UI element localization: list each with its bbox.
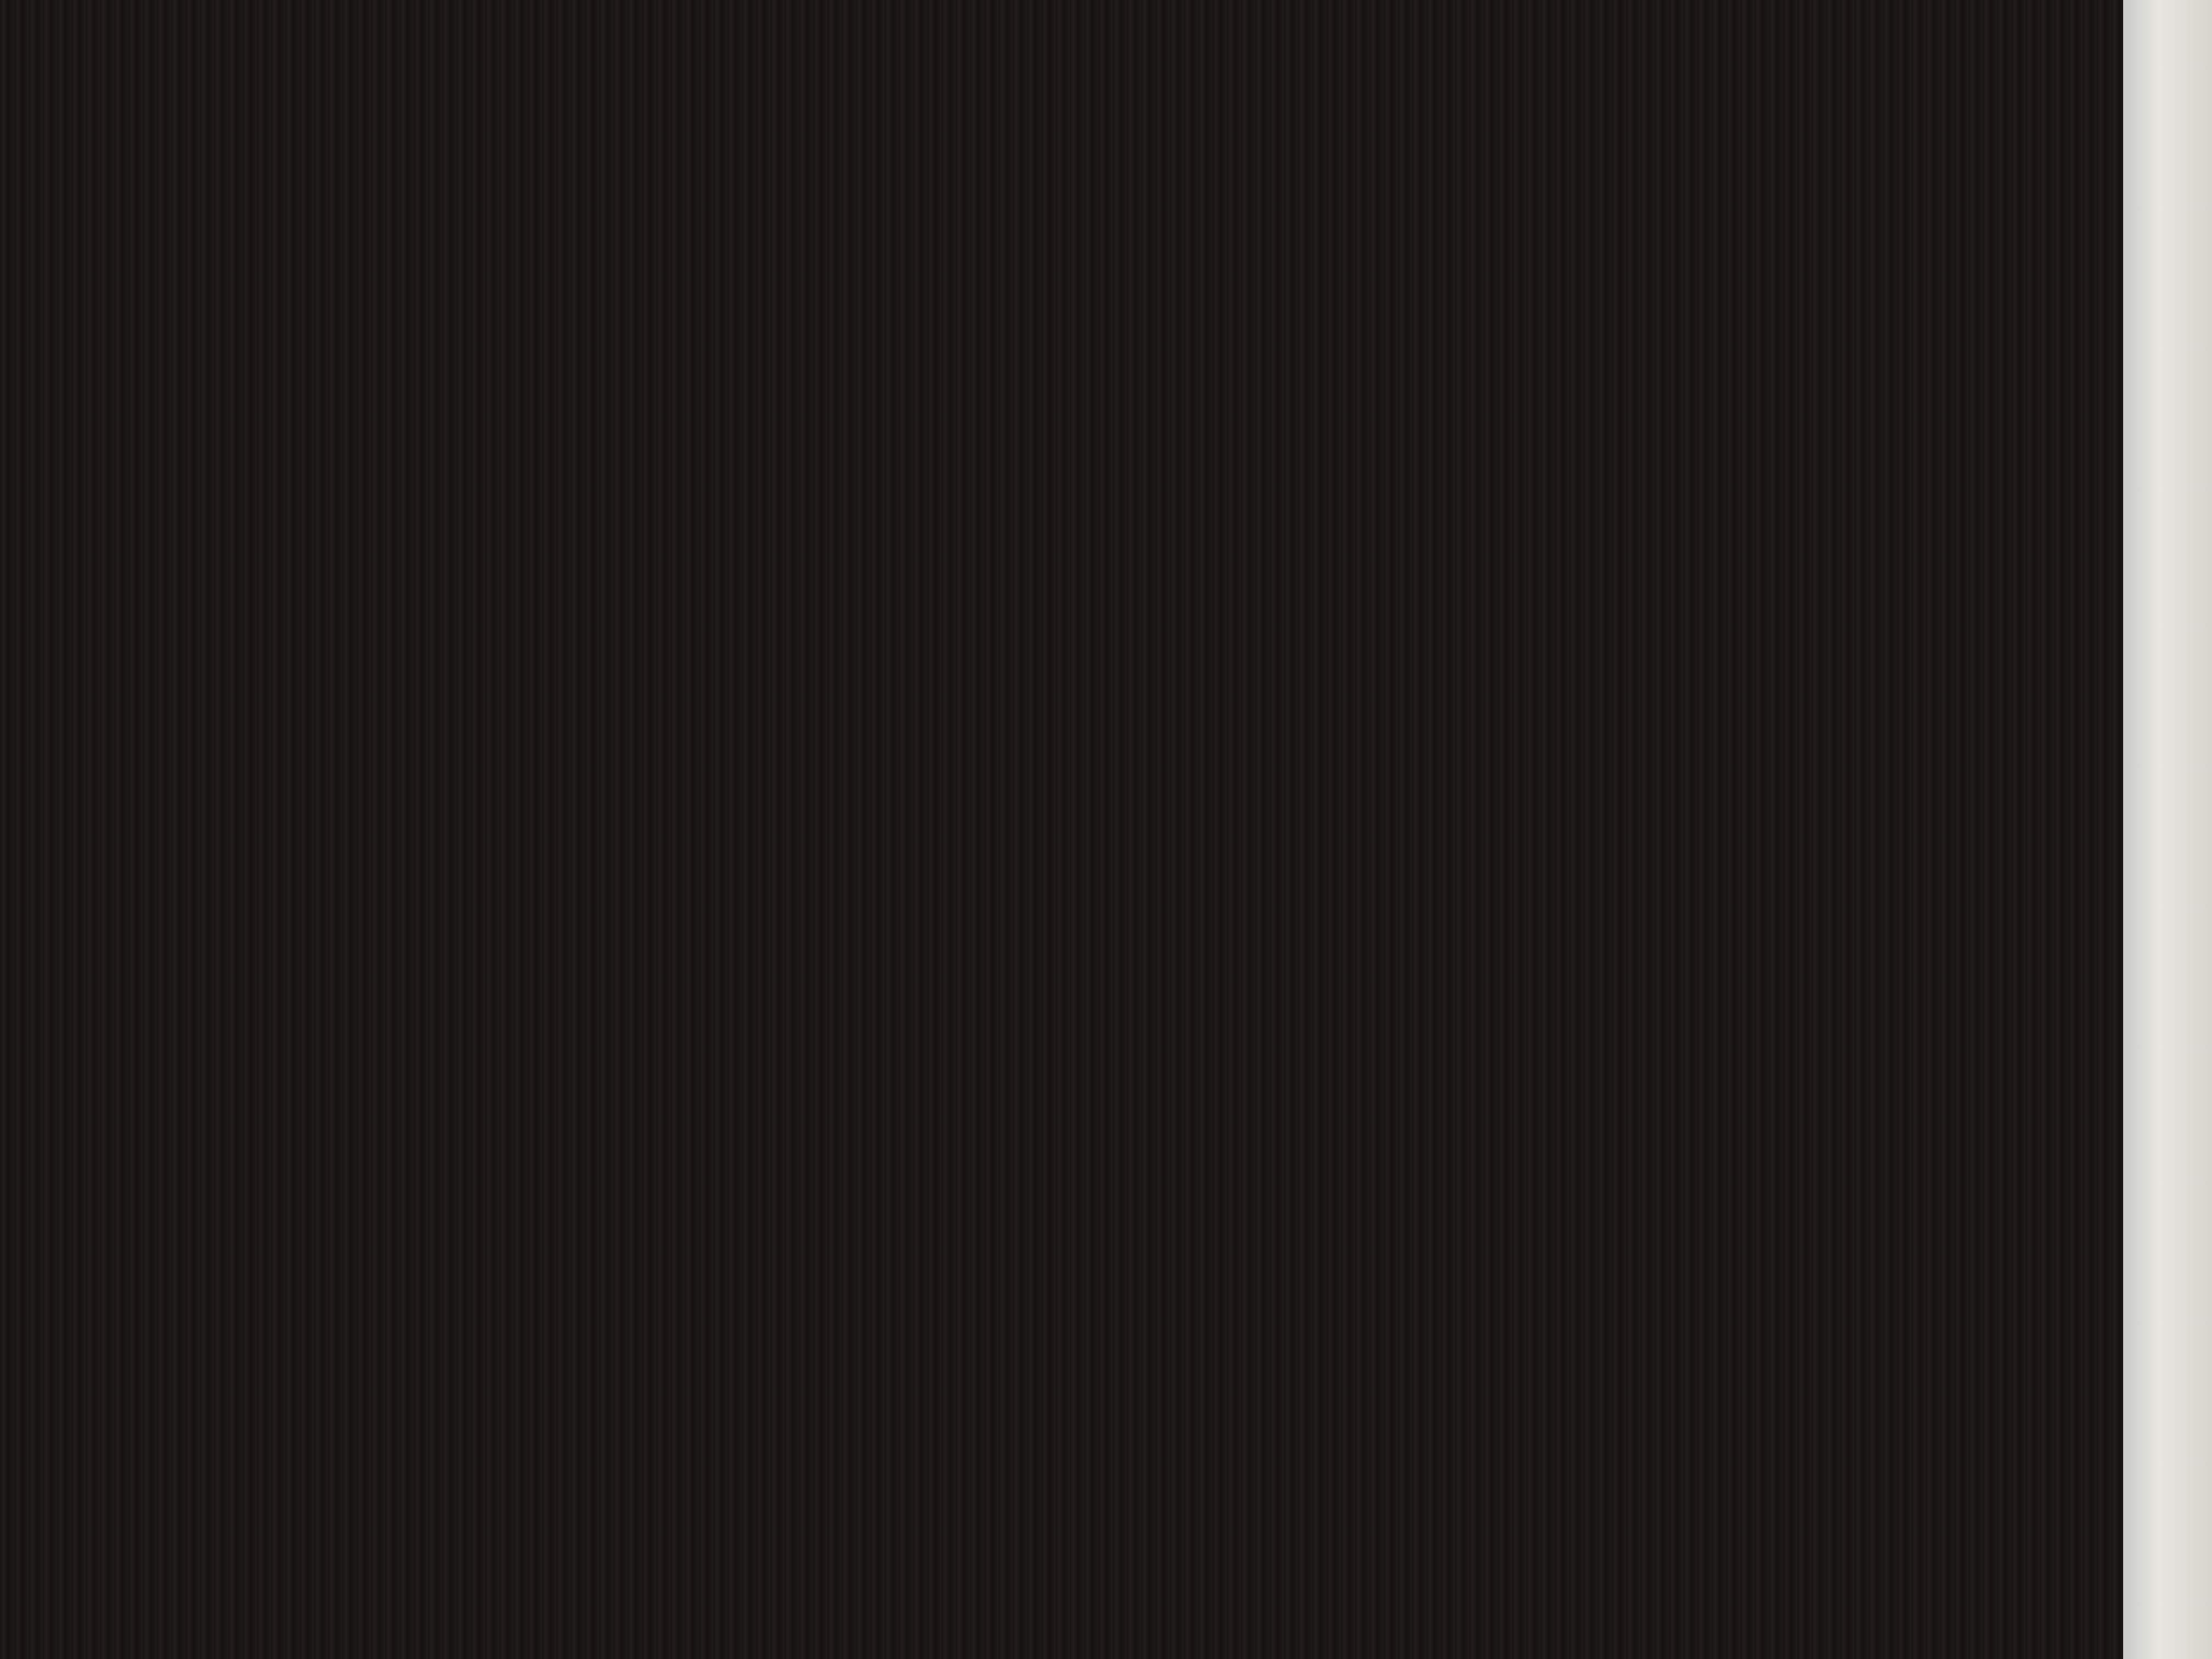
cloth-edge: [2123, 0, 2212, 1659]
